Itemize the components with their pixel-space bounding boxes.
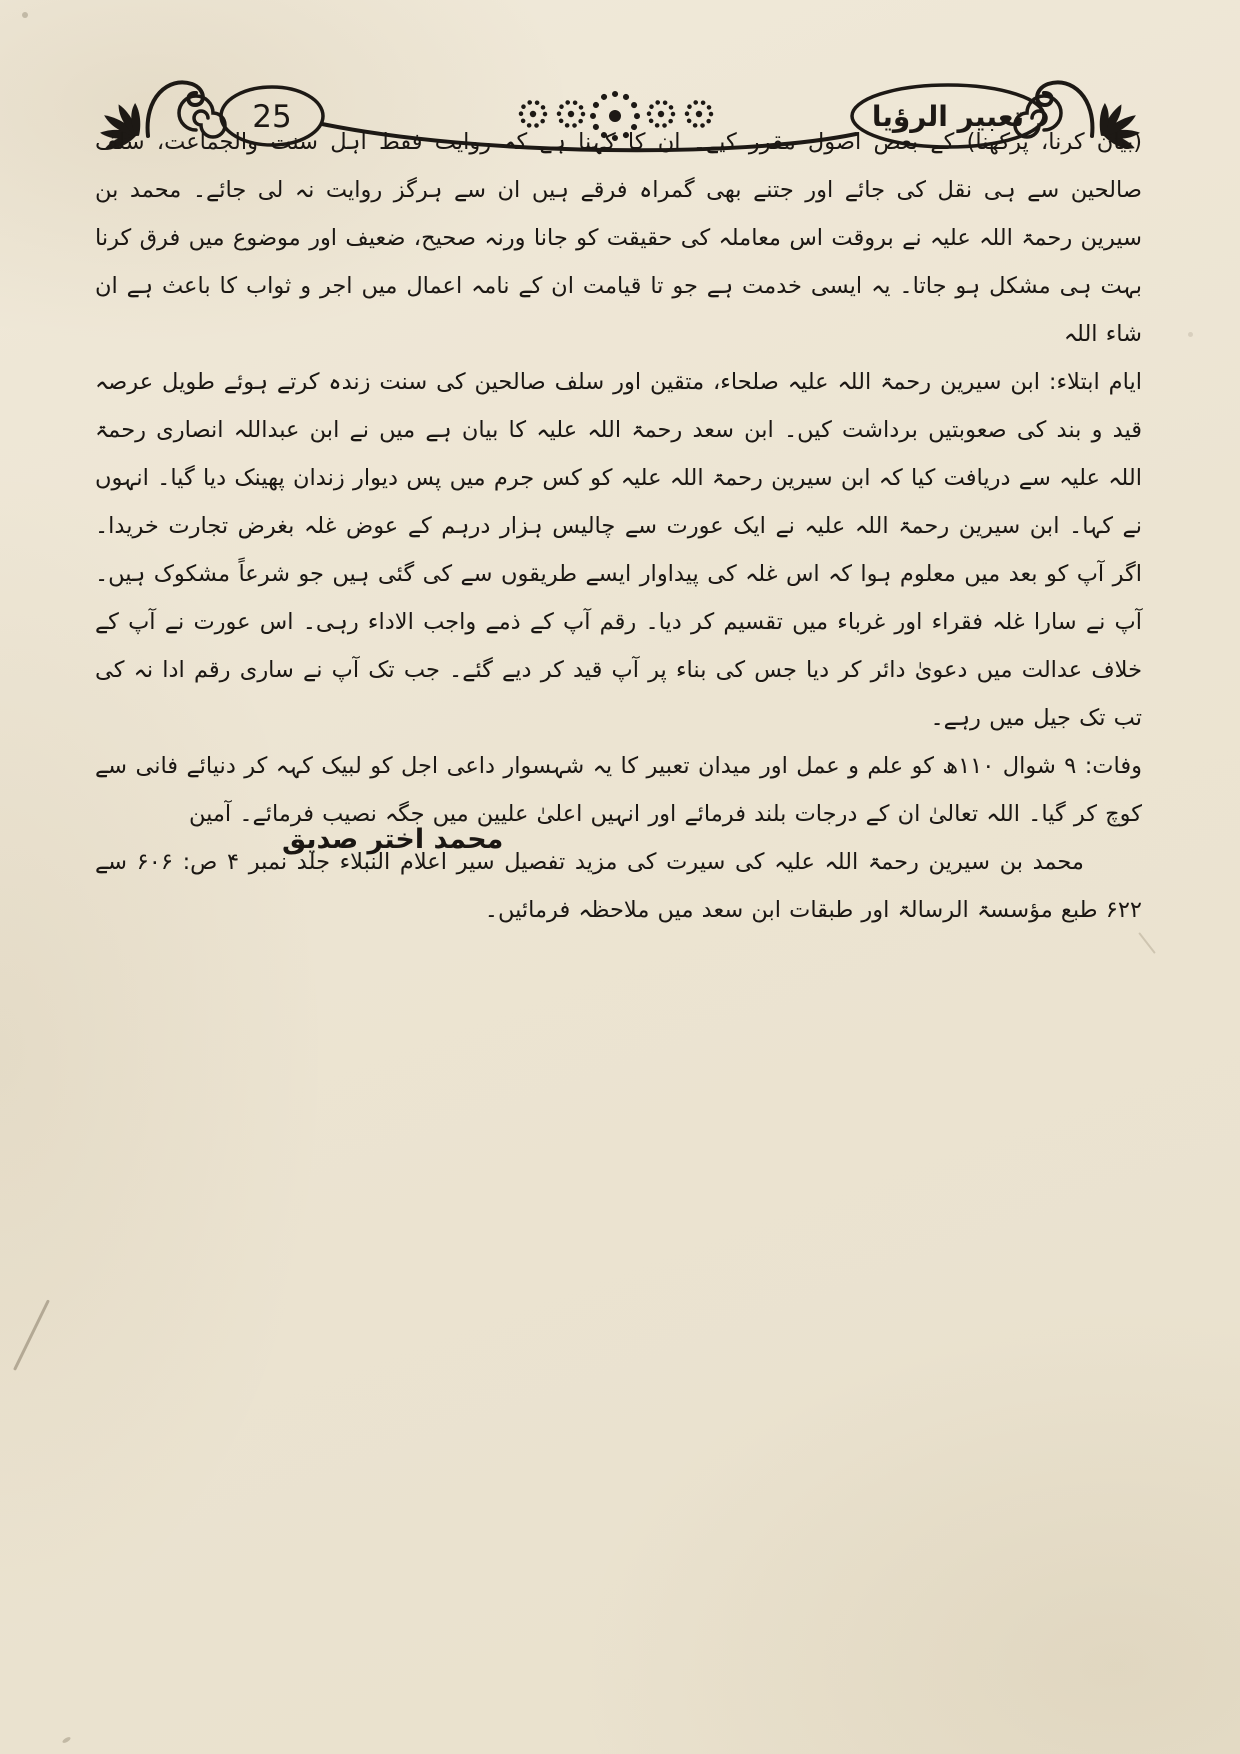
paragraph-references: محمد بن سیرین رحمۃ اللہ علیہ کی سیرت کی مزید تفصیل سیر اعلام النبلاء جلد نمبر ۴ ص: ۶۰۶ سے ۶۲۲ طبع مؤسسۃ الرسالۃ اور طبقات ابن سعد میں ملاحظہ فرمائیں۔ xyxy=(95,849,1142,923)
paper-speck xyxy=(62,1736,72,1744)
body-text xyxy=(95,118,1142,934)
paragraph-death: وفات: ۹ شوال ۱۱۰ھ کو علم و عمل اور میدان تعبیر کا یہ شہسوار داعی اجل کو لبیک کہہ کر دنیائے فانی سے کوچ کر گیا۔ اللہ تعالیٰ ان کے درجات بلند فرمائے اور انہیں اعلیٰ علیین میں جگہ نصیب فرمائے۔ آمین xyxy=(95,753,1142,827)
paragraph-rules-of-narration: (بیان کرنا، پرکھنا) کے بعض اصول مقرر کیے۔ ان کا کہنا ہے کہ روایت فقط اہل سنت والجماعت، سلف صالحین سے ہی نقل کی جائے اور جتنے بھی گمراہ فرقے ہیں ان سے ہرگز روایت نہ لی جائے۔ محمد بن سیرین رحمۃ اللہ علیہ نے بروقت اس معاملہ کی حقیقت کو جانا ورنہ صحیح، ضعیف اور موضوع میں فرق کرنا بہت ہی مشکل ہو جاتا۔ یہ ایسی خدمت ہے جو تا قیامت ان کے نامہ اعمال میں اجر و ثواب کا باعث ہے ان شاء اللہ xyxy=(95,129,1142,347)
page-number: 25 xyxy=(252,99,292,135)
paper-speck xyxy=(1188,332,1193,337)
author-signature: محمد اختر صدیق xyxy=(282,824,504,855)
paper-speck xyxy=(22,12,28,18)
paper-crease-mark xyxy=(13,1299,49,1370)
paragraph-days-of-trial: ایام ابتلاء: ابن سیرین رحمۃ اللہ علیہ صلحاء، متقین اور سلف صالحین کی سنت زندہ کرتے ہوئے طویل عرصہ قید و بند کی صعوبتیں برداشت کیں۔ ابن سعد رحمۃ اللہ علیہ کا بیان ہے میں نے ابن عبداللہ انصاری رحمۃ اللہ علیہ سے دریافت کیا کہ ابن سیرین رحمۃ اللہ علیہ کو کس جرم میں پس دیوار زندان پھینک دیا گیا۔ انہوں نے کہا۔ ابن سیرین رحمۃ اللہ علیہ نے ایک عورت سے چالیس ہزار درہم کے عوض غلہ بغرض تجارت خریدا۔ اگر آپ کو بعد میں معلوم ہوا کہ اس غلہ کی پیداوار ایسے طریقوں سے کی گئی ہیں جو شرعاً مشکوک ہیں۔ آپ نے سارا غلہ فقراء اور غرباء میں تقسیم کر دیا۔ رقم آپ کے ذمے واجب الاداء رہی۔ اس عورت نے آپ کے خلاف عدالت میں دعویٰ دائر کر دیا جس کی بناء پر آپ قید کر دیے گئے۔ جب تک آپ نے ساری رقم ادا نہ کی تب تک جیل میں رہے۔ xyxy=(95,369,1142,731)
paper-crease-mark xyxy=(1138,932,1156,954)
book-title: تعبیر الرؤیا xyxy=(871,100,1025,133)
